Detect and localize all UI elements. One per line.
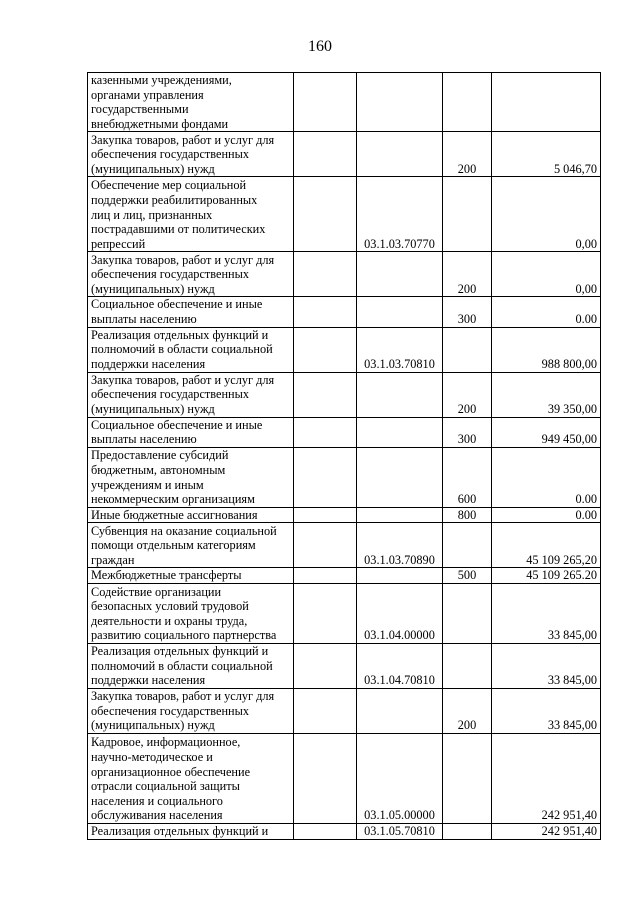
- table-row: [88, 132, 601, 177]
- row-name-cell: Закупка товаров, работ и услуг для обеспечения государственных (муниципальных) нужд: [88, 688, 294, 733]
- row-col2-cell: [294, 177, 357, 252]
- table-row: [88, 297, 601, 327]
- row-sum-cell: 242 951,40: [492, 823, 601, 839]
- row-col2-cell: [294, 372, 357, 417]
- row-code-cell: 03.1.03.70810: [357, 327, 443, 372]
- row-col2-cell: [294, 447, 357, 507]
- row-name-cell: Реализация отдельных функций и: [88, 823, 294, 839]
- table-row: [88, 733, 601, 823]
- row-code-cell: 03.1.04.00000: [357, 583, 443, 643]
- table-row: [88, 73, 601, 132]
- row-name-cell: Социальное обеспечение и иные выплаты населению: [88, 417, 294, 447]
- row-type-cell: 300: [443, 417, 492, 447]
- row-sum-cell: 988 800,00: [492, 327, 601, 372]
- row-sum-cell: 45 109 265,20: [492, 523, 601, 568]
- table-row: [88, 583, 601, 643]
- row-sum-cell: 0,00: [492, 177, 601, 252]
- table-row: [88, 177, 601, 252]
- row-sum-cell: [492, 73, 601, 132]
- row-type-cell: [443, 823, 492, 839]
- row-sum-cell: 33 845,00: [492, 583, 601, 643]
- row-type-cell: [443, 73, 492, 132]
- row-sum-cell: 39 350,00: [492, 372, 601, 417]
- row-sum-cell: 0.00: [492, 297, 601, 327]
- row-name-cell: Субвенция на оказание социальной помощи отдельным категориям граждан: [88, 523, 294, 568]
- table-row: [88, 327, 601, 372]
- row-col2-cell: [294, 583, 357, 643]
- row-col2-cell: [294, 73, 357, 132]
- row-sum-cell: 949 450,00: [492, 417, 601, 447]
- row-code-cell: [357, 372, 443, 417]
- row-name-cell: Социальное обеспечение и иные выплаты населению: [88, 297, 294, 327]
- row-code-cell: [357, 417, 443, 447]
- row-code-cell: 03.1.03.70770: [357, 177, 443, 252]
- row-code-cell: [357, 132, 443, 177]
- table-row: [88, 568, 601, 584]
- row-col2-cell: [294, 643, 357, 688]
- row-col2-cell: [294, 523, 357, 568]
- row-col2-cell: [294, 417, 357, 447]
- row-sum-cell: 242 951,40: [492, 733, 601, 823]
- table-row: [88, 417, 601, 447]
- row-code-cell: [357, 252, 443, 297]
- table-row: [88, 507, 601, 523]
- row-type-cell: [443, 523, 492, 568]
- row-name-cell: Предоставление субсидий бюджетным, автономным учреждениям и иным некоммерческим организациям: [88, 447, 294, 507]
- row-type-cell: [443, 177, 492, 252]
- row-col2-cell: [294, 568, 357, 584]
- row-type-cell: 200: [443, 132, 492, 177]
- row-name-cell: Межбюджетные трансферты: [88, 568, 294, 584]
- row-code-cell: 03.1.05.70810: [357, 823, 443, 839]
- table-row: [88, 372, 601, 417]
- row-type-cell: [443, 643, 492, 688]
- row-col2-cell: [294, 327, 357, 372]
- row-col2-cell: [294, 252, 357, 297]
- row-name-cell: Содействие организации безопасных условий трудовой деятельности и охраны труда, развитию социального партнерства: [88, 583, 294, 643]
- row-col2-cell: [294, 297, 357, 327]
- row-code-cell: [357, 568, 443, 584]
- row-code-cell: 03.1.03.70890: [357, 523, 443, 568]
- table-row: [88, 688, 601, 733]
- row-col2-cell: [294, 733, 357, 823]
- row-type-cell: [443, 583, 492, 643]
- row-name-cell: Закупка товаров, работ и услуг для обеспечения государственных (муниципальных) нужд: [88, 132, 294, 177]
- row-sum-cell: 33 845,00: [492, 643, 601, 688]
- row-type-cell: 200: [443, 372, 492, 417]
- budget-table: [87, 72, 601, 840]
- row-sum-cell: 33 845,00: [492, 688, 601, 733]
- row-type-cell: 600: [443, 447, 492, 507]
- row-col2-cell: [294, 132, 357, 177]
- row-name-cell: Закупка товаров, работ и услуг для обеспечения государственных (муниципальных) нужд: [88, 372, 294, 417]
- row-code-cell: 03.1.04.70810: [357, 643, 443, 688]
- row-type-cell: [443, 733, 492, 823]
- row-code-cell: [357, 688, 443, 733]
- row-name-cell: Кадровое, информационное, научно-методическое и организационное обеспечение отрасли социальной защиты населения и социального обслуживания населения: [88, 733, 294, 823]
- row-type-cell: 800: [443, 507, 492, 523]
- table-row: [88, 523, 601, 568]
- row-col2-cell: [294, 823, 357, 839]
- row-name-cell: Иные бюджетные ассигнования: [88, 507, 294, 523]
- row-name-cell: Реализация отдельных функций и полномочий в области социальной поддержки населения: [88, 643, 294, 688]
- row-type-cell: 200: [443, 252, 492, 297]
- row-col2-cell: [294, 688, 357, 733]
- row-code-cell: [357, 73, 443, 132]
- row-code-cell: [357, 447, 443, 507]
- table-row: [88, 823, 601, 839]
- row-sum-cell: 0.00: [492, 507, 601, 523]
- budget-table-body: [88, 73, 601, 840]
- table-row: [88, 643, 601, 688]
- row-sum-cell: 45 109 265.20: [492, 568, 601, 584]
- row-type-cell: 300: [443, 297, 492, 327]
- row-name-cell: Закупка товаров, работ и услуг для обеспечения государственных (муниципальных) нужд: [88, 252, 294, 297]
- row-code-cell: [357, 297, 443, 327]
- row-name-cell: Реализация отдельных функций и полномочий в области социальной поддержки населения: [88, 327, 294, 372]
- row-col2-cell: [294, 507, 357, 523]
- page-number: 160: [308, 38, 332, 55]
- row-code-cell: [357, 507, 443, 523]
- table-row: [88, 447, 601, 507]
- row-sum-cell: 0.00: [492, 447, 601, 507]
- row-type-cell: 500: [443, 568, 492, 584]
- row-code-cell: 03.1.05.00000: [357, 733, 443, 823]
- row-name-cell: Обеспечение мер социальной поддержки реабилитированных лиц и лиц, признанных пострадавшими от политических репрессий: [88, 177, 294, 252]
- row-sum-cell: 0,00: [492, 252, 601, 297]
- table-row: [88, 252, 601, 297]
- row-type-cell: 200: [443, 688, 492, 733]
- row-type-cell: [443, 327, 492, 372]
- row-sum-cell: 5 046,70: [492, 132, 601, 177]
- row-name-cell: казенными учреждениями, органами управления государственными внебюджетными фондами: [88, 73, 294, 132]
